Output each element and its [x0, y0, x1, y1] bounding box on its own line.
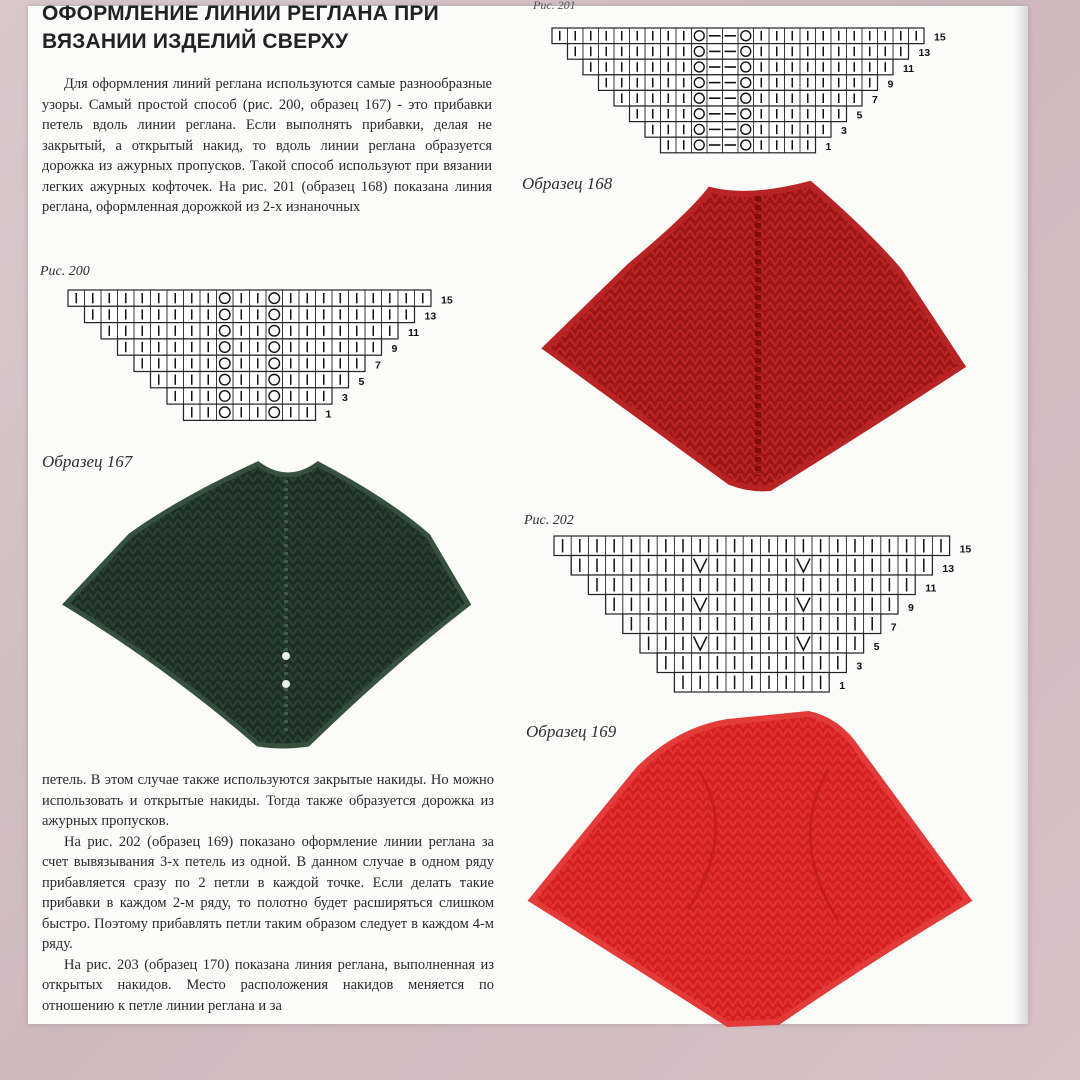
row-number: 1 [839, 680, 846, 692]
chart-row [118, 339, 398, 355]
chart-row [630, 106, 863, 122]
row-number: 9 [908, 602, 914, 614]
chart-row [599, 75, 894, 91]
chart-row [554, 536, 971, 556]
chart-row [184, 404, 332, 420]
chart-row [167, 388, 348, 404]
sample-167-swatch [58, 456, 478, 756]
sample-169-label: Образец 169 [526, 722, 617, 741]
row-number: 5 [873, 641, 880, 653]
intro-text: Для оформления линий реглана используются самые разнообразные узоры. Самый простой способ (рис. 200, образец 167) - это прибавки петель вдоль линии реглана. Если выполнять прибавки, делая не закрытый, а открытый накид, то вдоль линии реглана образуется дорожка из ажурных пропусков. Такой способ используют при вязании легких ажурных кофточек. На рис. 201 (образец 168) показана линия реглана, оформленная дорожкой из 2-х изнаночных [42, 76, 492, 215]
chart-row [614, 90, 878, 106]
row-number: 1 [825, 140, 832, 153]
chart-row [657, 653, 862, 673]
chart-row [623, 614, 897, 634]
chart-row [674, 673, 845, 693]
chart-row [640, 634, 880, 654]
fig-201-label: Рис. 201 [533, 0, 576, 12]
row-number: 13 [942, 563, 955, 575]
chart-row [661, 137, 832, 153]
intro-paragraph [42, 74, 492, 218]
sample-169-swatch [528, 710, 972, 1026]
chart-row [583, 59, 914, 75]
chart-row [568, 44, 931, 60]
fig-200-label: Рис. 200 [40, 264, 90, 279]
row-number: 11 [925, 582, 937, 595]
paragraph-1: петель. В этом случае также используются закрытые накиды. Но можно использовать и открытые накиды. Тогда также образуется дорожка из ажурных пропусков. [42, 772, 494, 829]
title-line-1: ОФОРМЛЕНИЕ ЛИНИИ РЕГЛАНА ПРИ [42, 2, 439, 25]
continued-paragraphs [42, 770, 494, 1016]
chart-row [151, 372, 365, 388]
row-number: 15 [934, 31, 946, 44]
sample-168-label: Образец 168 [522, 174, 613, 193]
chart-row [606, 595, 914, 615]
row-number: 9 [887, 78, 894, 91]
title-line-2: ВЯЗАНИИ ИЗДЕЛИЙ СВЕРХУ [42, 30, 349, 53]
row-number: 11 [903, 62, 915, 75]
row-number: 15 [441, 294, 453, 307]
fig-202-label: Рис. 202 [524, 513, 574, 528]
sample-168-swatch [540, 176, 970, 496]
chart-row [588, 575, 936, 595]
row-number: 15 [959, 543, 972, 556]
row-number: 7 [872, 94, 878, 106]
row-number: 7 [890, 621, 897, 634]
book-page [28, 0, 1028, 1024]
page-edge [1014, 6, 1028, 1024]
row-number: 3 [342, 392, 348, 405]
chart-row [68, 290, 453, 306]
row-number: 7 [375, 359, 381, 372]
row-number: 13 [918, 47, 931, 60]
chart-row [571, 556, 954, 576]
row-number: 13 [424, 310, 437, 323]
sample-167-label: Образец 167 [42, 452, 133, 471]
page-title [42, 0, 482, 56]
paragraph-2: На рис. 202 (образец 169) показано оформление линии реглана за счет вывязывания 3-х петель из одной. В данном случае в одном ряду прибавляется сразу по 2 петли в каждой точке. Если делать такие прибавки в каждом 2-м ряду, то полотно будет расширяться слишком быстро. Поэтому прибавлять петли таким образом следует в каждом 4-м ряду. [42, 833, 494, 952]
fig-201-chart [552, 28, 972, 168]
row-number: 3 [841, 125, 847, 138]
paragraph-3: На рис. 203 (образец 170) показана линия реглана, выполненная из открытых накидов. Место расположения накидов меняется по отношению к петле линии реглана и за [42, 956, 494, 1014]
chart-row [134, 355, 381, 371]
chart-row [552, 28, 946, 44]
row-number: 9 [391, 343, 398, 356]
fig-202-chart [554, 536, 994, 706]
fig-200-chart [68, 290, 488, 430]
row-number: 5 [358, 375, 365, 388]
row-number: 1 [325, 408, 332, 421]
chart-row [101, 323, 419, 339]
chart-row [645, 122, 847, 138]
row-number: 3 [856, 660, 863, 673]
row-number: 5 [856, 109, 863, 122]
row-number: 11 [408, 326, 420, 339]
chart-row [85, 306, 437, 322]
